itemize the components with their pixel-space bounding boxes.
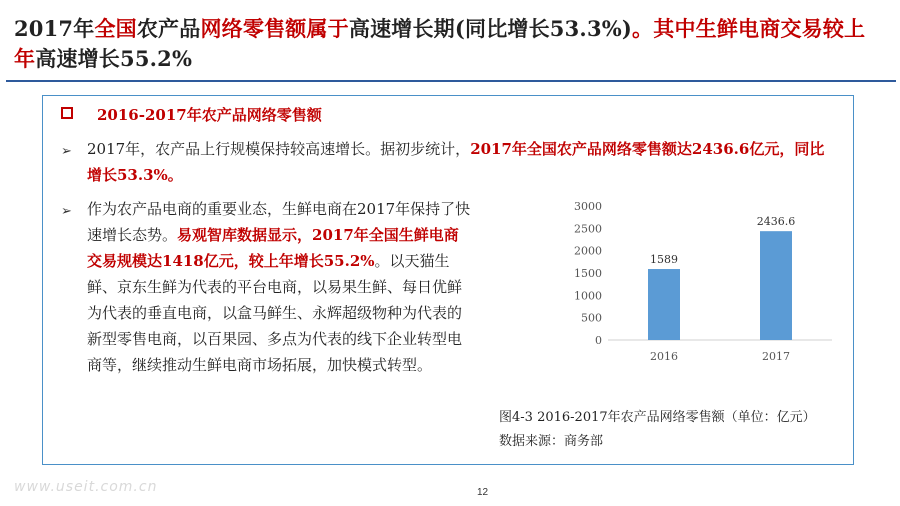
title-seg5: 高速增长期(同比增长53.3%) (348, 16, 633, 41)
bar-2017 (760, 231, 792, 340)
y-tick-label: 2500 (574, 222, 602, 236)
title-seg6: 。其中生鲜电商交易较上年 (14, 16, 866, 71)
paragraph-2-highlight: 易观智库数据显示，2017年全国生鲜电商交易规模达1418亿元，较上年增长55.2% (87, 226, 459, 270)
section-heading: 2016-2017年农产品网络零售额 (97, 106, 322, 124)
y-axis-ticks (574, 200, 602, 347)
paragraph-2-text-b: 。以天猫生鲜、京东生鲜为代表的平台电商，以易果生鲜、每日优鲜为代表的垂直电商，以盒马鲜生、永辉超级物种为代表的新型零售电商，以百果园、多点为代表的线下企业转型电商等，继续推动生鲜电商市场拓展，加快模式转型。 (87, 252, 463, 374)
bar-chart (520, 182, 842, 370)
arrow-bullet-icon: ➢ (61, 144, 72, 159)
bars (648, 215, 795, 363)
paragraph-1-highlight: 2017年全国农产品网络零售额达2436.6亿元，同比增长53.3%。 (87, 140, 825, 184)
watermark: www.useit.com.cn (14, 479, 158, 495)
bar-2016 (648, 269, 680, 340)
figure-caption (499, 406, 816, 454)
y-tick-label: 2000 (574, 244, 602, 258)
bar-value-label: 2436.6 (756, 215, 796, 229)
x-tick-label: 2016 (650, 350, 678, 363)
page-number: 12 (477, 487, 489, 498)
data-source: 数据来源：商务部 (499, 434, 604, 449)
figure-title: 图4-3 2016-2017年农产品网络零售额（单位：亿元） (499, 410, 816, 425)
square-bullet-icon (61, 107, 73, 119)
x-tick-label: 2017 (762, 350, 790, 363)
y-tick-label: 500 (581, 311, 602, 325)
section-heading-row (61, 104, 322, 127)
content-box (42, 95, 854, 465)
y-tick-label: 3000 (574, 200, 602, 213)
bar-value-label: 1589 (650, 253, 678, 267)
y-tick-label: 1000 (574, 289, 602, 303)
y-tick-label: 1500 (574, 267, 602, 280)
paragraph-1-text: 2017年，农产品上行规模保持较高速增长。据初步统计， (87, 140, 471, 158)
title-divider (6, 80, 896, 82)
title-seg1: 2017年 (14, 16, 95, 41)
title-seg3: 农产品 (136, 16, 201, 41)
title-seg7: 高速增长55.2% (35, 46, 193, 71)
y-tick-label: 0 (595, 334, 602, 347)
title-seg4: 网络零售额属于 (200, 16, 349, 41)
slide-title (14, 14, 884, 74)
arrow-bullet-icon: ➢ (61, 204, 72, 219)
paragraph-2-text-a: 作为农产品电商的重要业态，生鲜电商在2017年保持了快速增长态势。 (87, 200, 471, 244)
title-seg2: 全国 (94, 16, 137, 41)
